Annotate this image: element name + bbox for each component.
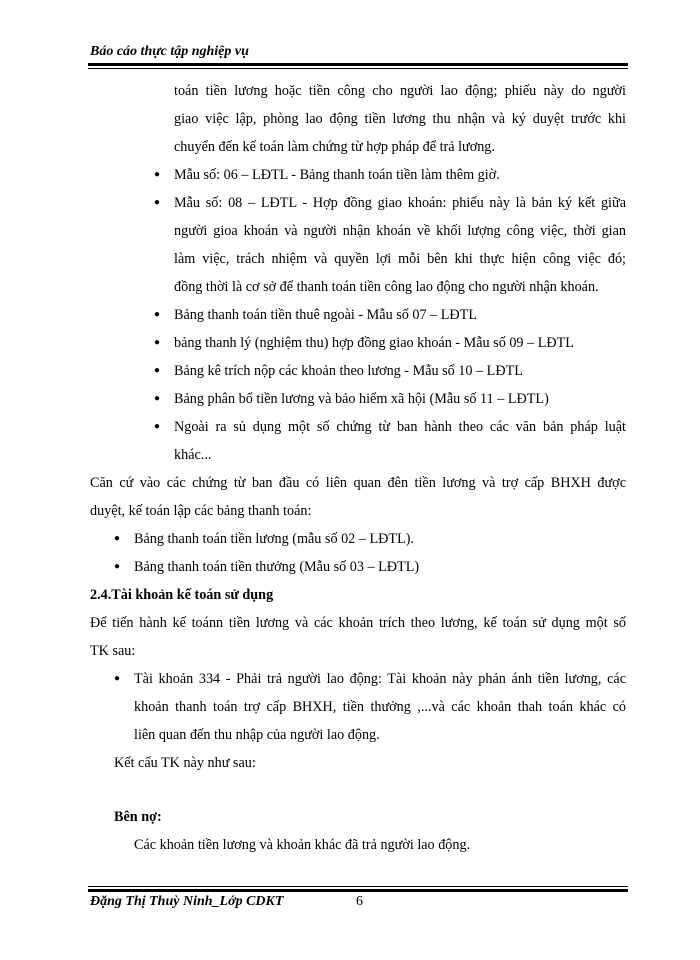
list-item-cont: đồng thời là cơ sở để thanh toán tiền công lao động cho người nhận khoán. [174, 279, 599, 295]
list-item-cont: khoản thanh toán trợ cấp BHXH, tiền thưởng ,...và các khoản thah toán khác có [134, 699, 626, 715]
bullet-icon: ● [154, 309, 161, 320]
paragraph-line: Để tiến hành kế toánn tiền lương và các khoản trích theo lương, kế toán sử dụng một số [90, 615, 626, 631]
structure-line: Kết cấu TK này như sau: [114, 755, 256, 771]
footer-rule-thin [88, 886, 628, 887]
intro-line: chuyển đến kế toán làm chứng từ hợp pháp để trả lương. [174, 139, 495, 155]
header-rule-thin [88, 68, 628, 69]
intro-line: toán tiền lương hoặc tiền công cho người lao động; phiếu này do người [174, 83, 626, 99]
list-item-cont: liên quan đến thu nhập của người lao động. [134, 727, 380, 743]
list-item: Bảng thanh toán tiền thưởng (Mẫu số 03 – LĐTL) [134, 559, 420, 575]
paragraph-line: Căn cứ vào các chứng từ ban đầu có liên quan đên tiền lương và trợ cấp BHXH được [90, 475, 626, 491]
list-item: bảng thanh lý (nghiệm thu) hợp đồng giao khoán - Mẫu số 09 – LĐTL [174, 335, 574, 351]
bullet-icon: ● [114, 533, 121, 544]
list-item: Bảng phân bổ tiền lương và bảo hiểm xã hội (Mẫu số 11 – LĐTL) [174, 391, 549, 407]
list-item: Bảng thanh toán tiền lương (mẫu số 02 – LĐTL). [134, 531, 414, 547]
footer-rule-thick [88, 889, 628, 892]
section-heading: 2.4.Tài khoản kế toán sử dụng [90, 587, 274, 603]
list-item-cont: làm việc, trách nhiệm và quyền lợi mỗi bên khi thực hiện công việc đó; [174, 251, 626, 267]
list-item-cont: người gioa khoán và người nhận khoán về khối lượng công việc, thời gian [174, 223, 626, 239]
list-item: Mẫu số: 06 – LĐTL - Bảng thanh toán tiền làm thêm giờ. [174, 167, 500, 183]
list-item: Bảng kê trích nộp các khoản theo lương - Mẫu số 10 – LĐTL [174, 363, 523, 379]
bullet-icon: ● [154, 197, 161, 208]
header-rule-thick [88, 63, 628, 66]
bullet-icon: ● [154, 337, 161, 348]
debit-line: Các khoản tiền lương và khoản khác đã trả người lao động. [134, 837, 471, 853]
bullet-icon: ● [154, 393, 161, 404]
footer-author: Đặng Thị Thuỳ Ninh_Lớp CDKT [90, 894, 284, 909]
bullet-icon: ● [154, 421, 161, 432]
bullet-icon: ● [154, 169, 161, 180]
list-item: Mẫu số: 08 – LĐTL - Hợp đồng giao khoán: phiếu này là bản ký kết giữa [174, 195, 626, 211]
bullet-icon: ● [114, 561, 121, 572]
page-number: 6 [356, 894, 363, 909]
list-item-cont: khác... [174, 447, 212, 463]
intro-line: giao việc lập, phòng lao động tiền lương thu nhận và ký duyệt trước khi [174, 111, 626, 127]
list-item: Ngoài ra sủ dụng một số chứng từ ban hành theo các văn bản pháp luật [174, 419, 626, 435]
paragraph-line: duyệt, kế toán lập các bảng thanh toán: [90, 503, 312, 519]
list-item: Tài khoản 334 - Phải trả người lao động: Tài khoản này phản ánh tiền lương, các [134, 671, 626, 687]
paragraph-line: TK sau: [90, 643, 136, 659]
list-item: Bảng thanh toán tiền thuê ngoài - Mẫu số 07 – LĐTL [174, 307, 478, 323]
debit-heading: Bên nợ: [114, 809, 162, 825]
header-title: Báo cáo thực tập nghiệp vụ [90, 44, 249, 59]
bullet-icon: ● [114, 673, 121, 684]
bullet-icon: ● [154, 365, 161, 376]
